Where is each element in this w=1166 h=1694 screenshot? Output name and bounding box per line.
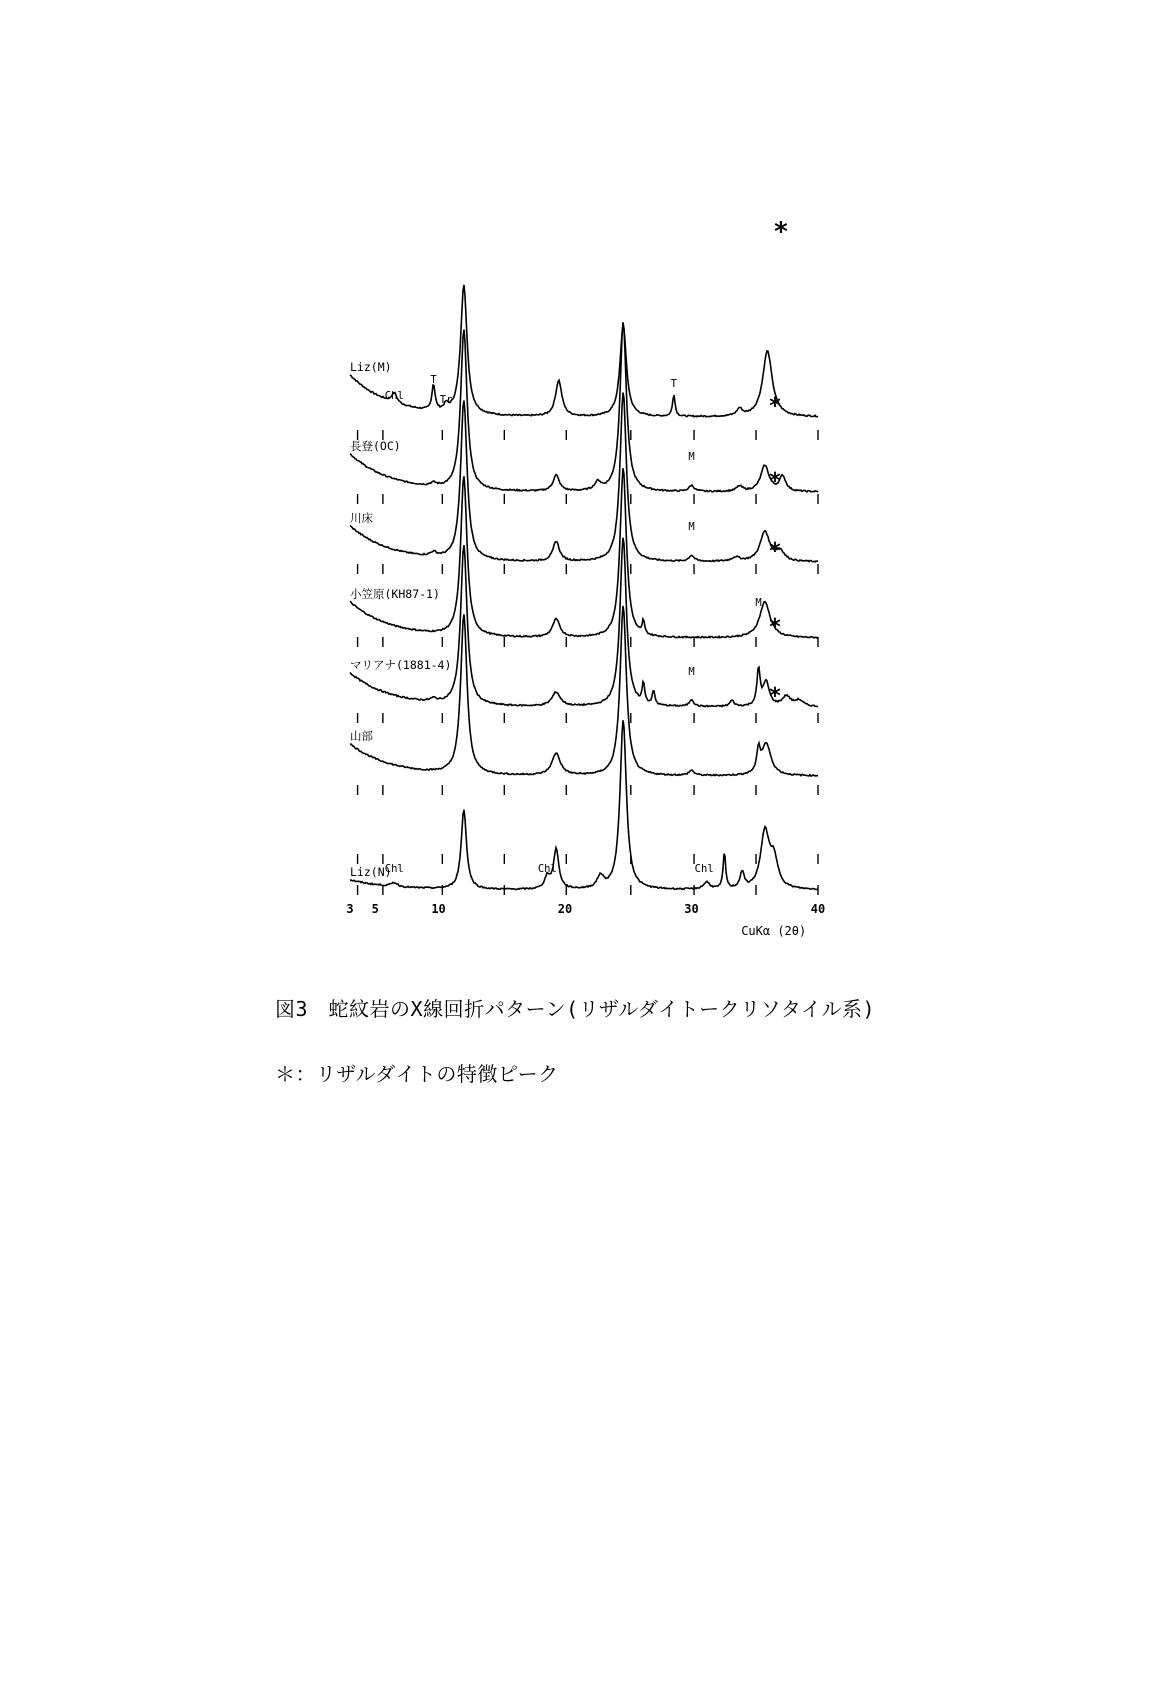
lizardite-peak-marker: * xyxy=(768,394,782,419)
figure-caption: 図3 蛇紋岩のX線回折パターン(リザルダイトークリソタイル系) xyxy=(275,997,876,1021)
series-label: マリアナ(1881-4) xyxy=(350,658,452,672)
pattern-line-2 xyxy=(350,393,818,562)
x-tick-label: 40 xyxy=(810,902,826,916)
pattern-line-4 xyxy=(350,538,818,707)
pattern-line-3 xyxy=(350,468,818,638)
pattern-line-0 xyxy=(350,285,818,417)
peak-annotation: M xyxy=(755,597,762,609)
series-label: Liz(M) xyxy=(350,360,392,374)
series-label: Liz(N) xyxy=(350,865,392,879)
peak-annotation: Chl xyxy=(537,863,557,875)
series-label: 小笠原(KH87-1) xyxy=(350,587,440,601)
xrd-figure xyxy=(340,155,830,955)
peak-annotation: Chl xyxy=(384,863,404,875)
peak-annotation: M xyxy=(688,666,695,678)
xrd-chart xyxy=(340,155,830,955)
peak-annotation: T xyxy=(430,374,437,386)
x-tick-label: 10 xyxy=(431,902,446,916)
x-tick-label: 3 xyxy=(346,902,354,916)
figure-note: ＊：リザルダイトの特徴ピーク xyxy=(275,1062,559,1086)
pattern-line-5 xyxy=(350,606,818,776)
lizardite-peak-marker: * xyxy=(768,469,782,494)
x-tick-label: 5 xyxy=(371,902,379,916)
peak-annotation: T xyxy=(670,378,677,390)
peak-annotation: M xyxy=(688,521,695,533)
lizardite-peak-marker: * xyxy=(773,217,789,247)
x-tick-label: 30 xyxy=(684,902,699,916)
lizardite-peak-marker: * xyxy=(768,615,782,640)
peak-annotation: Tr xyxy=(439,394,453,406)
series-label: 山部 xyxy=(350,729,373,743)
caption-block xyxy=(275,993,975,1087)
x-tick-label: 20 xyxy=(557,902,573,916)
lizardite-peak-marker: * xyxy=(768,684,782,709)
series-label: 川床 xyxy=(350,511,373,525)
x-axis-label: CuKα (2θ) xyxy=(741,924,807,938)
pattern-line-6 xyxy=(350,720,818,889)
peak-annotation: M xyxy=(688,451,695,463)
lizardite-peak-marker: * xyxy=(768,539,782,564)
peak-annotation: Chl xyxy=(384,390,404,402)
peak-annotation: Chl xyxy=(694,863,714,875)
series-label: 長登(OC) xyxy=(350,439,401,453)
